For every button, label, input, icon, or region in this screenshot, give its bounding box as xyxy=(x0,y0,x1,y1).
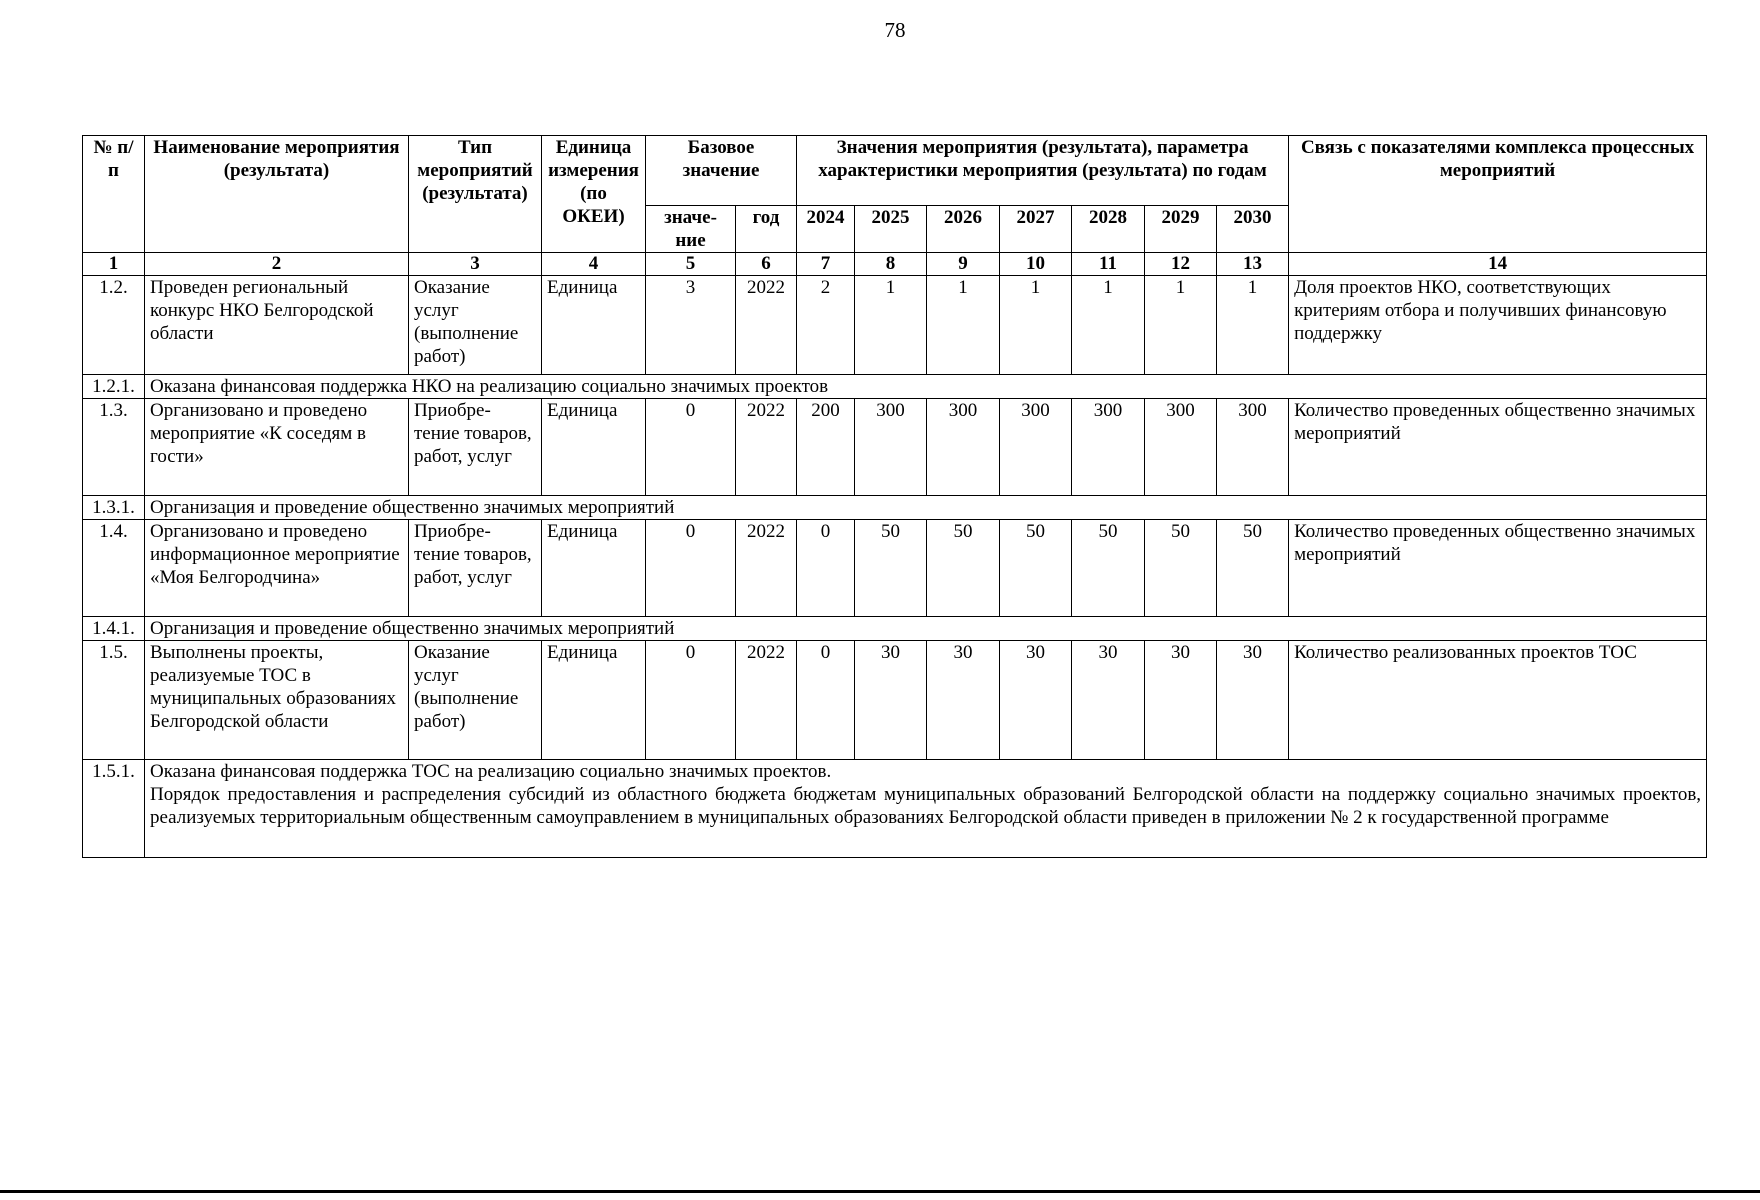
row-link: Количество проведенных общественно значимых мероприятий xyxy=(1289,399,1707,496)
col-number: 10 xyxy=(1000,253,1072,276)
row-num: 1.3. xyxy=(83,399,145,496)
table-row xyxy=(83,399,1707,496)
row-year-value: 1 xyxy=(1145,276,1217,375)
row-year-value: 30 xyxy=(1145,641,1217,760)
row-base-year: 2022 xyxy=(736,641,797,760)
sub-row-num: 1.4.1. xyxy=(83,617,145,641)
sub-row xyxy=(83,760,1707,858)
row-year-value: 300 xyxy=(1000,399,1072,496)
header-base-value: значе-ние xyxy=(646,206,736,253)
row-year-value: 300 xyxy=(1217,399,1289,496)
row-year-value: 300 xyxy=(1072,399,1145,496)
page-number: 78 xyxy=(884,18,906,42)
row-name: Выполнены проекты, реализуемые ТОС в муниципальных образованиях Белгородской области xyxy=(145,641,409,760)
row-year-value: 1 xyxy=(1000,276,1072,375)
col-number: 12 xyxy=(1145,253,1217,276)
table-row xyxy=(83,520,1707,617)
sub-row xyxy=(83,617,1707,641)
col-number: 2 xyxy=(145,253,409,276)
row-base-value: 0 xyxy=(646,520,736,617)
page-bottom-rule xyxy=(0,1190,1760,1193)
row-num: 1.2. xyxy=(83,276,145,375)
sub-row-num: 1.2.1. xyxy=(83,375,145,399)
row-year-value: 30 xyxy=(855,641,927,760)
row-link: Количество реализованных проектов ТОС xyxy=(1289,641,1707,760)
row-year-value: 1 xyxy=(927,276,1000,375)
col-number: 13 xyxy=(1217,253,1289,276)
col-number: 6 xyxy=(736,253,797,276)
header-unit: Единица измерения (по ОКЕИ) xyxy=(542,136,646,253)
row-year-value: 300 xyxy=(855,399,927,496)
row-year-value: 50 xyxy=(1217,520,1289,617)
row-base-value: 0 xyxy=(646,399,736,496)
table-row xyxy=(83,276,1707,375)
col-number: 3 xyxy=(409,253,542,276)
sub-row-text-block xyxy=(145,760,1707,858)
row-base-value: 3 xyxy=(646,276,736,375)
row-unit: Единица xyxy=(542,399,646,496)
row-year-value: 30 xyxy=(1217,641,1289,760)
sub-row xyxy=(83,375,1707,399)
row-base-year: 2022 xyxy=(736,399,797,496)
row-type: Приобре-тение товаров, работ, услуг xyxy=(409,399,542,496)
header-num: № п/п xyxy=(83,136,145,253)
row-year-value: 50 xyxy=(855,520,927,617)
col-number: 8 xyxy=(855,253,927,276)
col-number: 14 xyxy=(1289,253,1707,276)
row-year-value: 1 xyxy=(855,276,927,375)
row-year-value: 1 xyxy=(1072,276,1145,375)
row-base-value: 0 xyxy=(646,641,736,760)
row-year-value: 2 xyxy=(797,276,855,375)
col-number: 5 xyxy=(646,253,736,276)
sub-row-text: Организация и проведение общественно значимых мероприятий xyxy=(145,496,1707,520)
row-type: Оказание услуг (выполнение работ) xyxy=(409,641,542,760)
row-year-value: 50 xyxy=(1000,520,1072,617)
header-year: 2028 xyxy=(1072,206,1145,253)
row-unit: Единица xyxy=(542,641,646,760)
header-year: 2027 xyxy=(1000,206,1072,253)
row-year-value: 200 xyxy=(797,399,855,496)
header-year: 2024 xyxy=(797,206,855,253)
header-link: Связь с показателями комплекса процессных мероприятий xyxy=(1289,136,1707,253)
row-link: Доля проектов НКО, соответствующих критериям отбора и получивших финансовую поддержку xyxy=(1289,276,1707,375)
row-year-value: 1 xyxy=(1217,276,1289,375)
row-year-value: 50 xyxy=(1072,520,1145,617)
row-year-value: 30 xyxy=(1072,641,1145,760)
header-year: 2029 xyxy=(1145,206,1217,253)
sub-row-num: 1.3.1. xyxy=(83,496,145,520)
col-number: 4 xyxy=(542,253,646,276)
row-type: Оказание услуг (выполнение работ) xyxy=(409,276,542,375)
header-base-year: год xyxy=(736,206,797,253)
header-name: Наименование мероприятия (результата) xyxy=(145,136,409,253)
col-number: 9 xyxy=(927,253,1000,276)
row-unit: Единица xyxy=(542,520,646,617)
row-num: 1.5. xyxy=(83,641,145,760)
sub-row-text: Оказана финансовая поддержка НКО на реализацию социально значимых проектов xyxy=(145,375,1707,399)
sub-row-num: 1.5.1. xyxy=(83,760,145,858)
sub-row xyxy=(83,496,1707,520)
sub-row-text-detail: Порядок предоставления и распределения субсидий из областного бюджета бюджетам муниципальных образований Белгородской области на поддержку социально значимых проектов, реализуемых территориальным общественным самоуправлением в муниципальных образованиях Белгородской области приведен в приложении № 2 к государственной программе xyxy=(150,784,1702,828)
row-name: Организовано и проведено мероприятие «К соседям в гости» xyxy=(145,399,409,496)
row-year-value: 30 xyxy=(927,641,1000,760)
header-year: 2025 xyxy=(855,206,927,253)
row-unit: Единица xyxy=(542,276,646,375)
row-year-value: 50 xyxy=(927,520,1000,617)
header-base: Базовое значение xyxy=(646,136,797,206)
col-number: 1 xyxy=(83,253,145,276)
sub-row-text: Оказана финансовая поддержка ТОС на реализацию социально значимых проектов. xyxy=(150,761,832,782)
row-name: Проведен региональный конкурс НКО Белгородской области xyxy=(145,276,409,375)
row-year-value: 300 xyxy=(927,399,1000,496)
row-num: 1.4. xyxy=(83,520,145,617)
row-base-year: 2022 xyxy=(736,520,797,617)
row-year-value: 300 xyxy=(1145,399,1217,496)
row-year-value: 30 xyxy=(1000,641,1072,760)
col-number: 7 xyxy=(797,253,855,276)
row-base-year: 2022 xyxy=(736,276,797,375)
header-year: 2030 xyxy=(1217,206,1289,253)
col-number: 11 xyxy=(1072,253,1145,276)
header-year: 2026 xyxy=(927,206,1000,253)
row-type: Приобре-тение товаров, работ, услуг xyxy=(409,520,542,617)
table-row xyxy=(83,641,1707,760)
header-values: Значения мероприятия (результата), параметра характеристики мероприятия (результата) по годам xyxy=(797,136,1289,206)
row-year-value: 0 xyxy=(797,520,855,617)
row-year-value: 50 xyxy=(1145,520,1217,617)
results-table xyxy=(82,135,1707,858)
row-year-value: 0 xyxy=(797,641,855,760)
row-link: Количество проведенных общественно значимых мероприятий xyxy=(1289,520,1707,617)
header-type: Тип мероприятий (результата) xyxy=(409,136,542,253)
row-name: Организовано и проведено информационное мероприятие «Моя Белгородчина» xyxy=(145,520,409,617)
sub-row-text: Организация и проведение общественно значимых мероприятий xyxy=(145,617,1707,641)
